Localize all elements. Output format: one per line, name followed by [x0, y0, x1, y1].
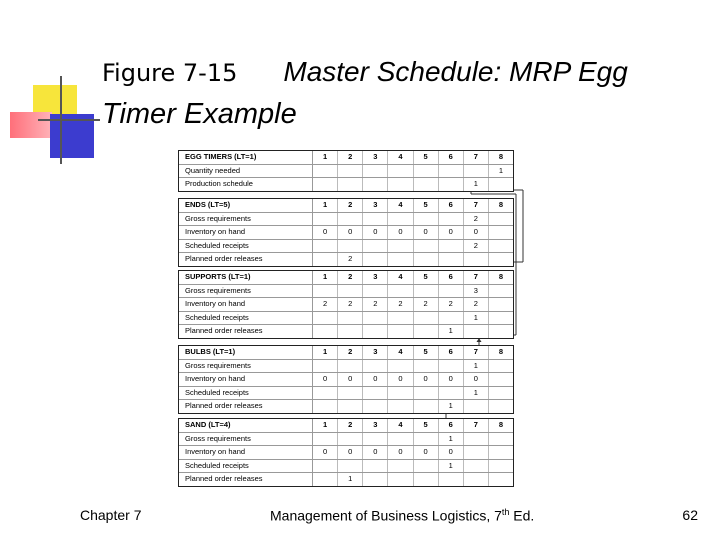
footer-chapter: Chapter 7 [80, 507, 142, 523]
period-header: 8 [498, 152, 504, 161]
schedule-cell [388, 360, 413, 373]
schedule-row [179, 165, 513, 179]
schedule-cell: 0 [464, 373, 489, 386]
schedule-cell: 2 [363, 298, 388, 311]
schedule-cell [338, 178, 363, 191]
schedule-cell: 1 [464, 360, 489, 373]
schedule-cell: 1 [464, 387, 489, 400]
schedule-cell [414, 312, 439, 325]
schedule-cell [439, 165, 464, 178]
schedule-cell: 2 [464, 213, 489, 226]
period-header: 3 [363, 271, 388, 284]
schedule-cell [489, 298, 513, 311]
schedule-row [179, 373, 513, 387]
period-header: 3 [363, 151, 388, 164]
schedule-cell [388, 387, 413, 400]
schedule-cell: 1 [498, 165, 504, 175]
schedule-cell [313, 460, 338, 473]
schedule-cell: 0 [439, 373, 464, 386]
schedule-cell [464, 253, 489, 266]
schedule-cell [489, 253, 513, 266]
schedule-cell: 0 [388, 446, 413, 459]
period-header: 8 [498, 420, 504, 429]
schedule-cell: 0 [439, 446, 464, 459]
block-header-row [179, 151, 513, 165]
schedule-cell [388, 165, 413, 178]
schedule-row [179, 178, 513, 191]
schedule-cell [439, 312, 464, 325]
schedule-cell: 1 [439, 400, 464, 413]
schedule-cell: 1 [464, 312, 489, 325]
schedule-cell [313, 253, 338, 266]
schedule-cell [464, 460, 489, 473]
schedule-cell: 0 [464, 226, 489, 239]
schedule-row [179, 460, 513, 474]
row-label: Inventory on hand [179, 298, 313, 311]
schedule-cell [363, 400, 388, 413]
row-label: Scheduled receipts [179, 240, 313, 253]
schedule-block [178, 345, 514, 414]
schedule-cell: 2 [414, 298, 439, 311]
row-label: Planned order releases [179, 325, 313, 338]
schedule-cell [313, 387, 338, 400]
schedule-cell: 0 [363, 446, 388, 459]
schedule-cell [489, 373, 513, 386]
schedule-cell: 1 [338, 473, 363, 486]
row-label: Quantity needed [179, 165, 313, 178]
schedule-cell [363, 213, 388, 226]
footer-page-number: 62 [682, 507, 698, 523]
schedule-row [179, 387, 513, 401]
schedule-cell [363, 312, 388, 325]
schedule-cell [388, 312, 413, 325]
schedule-cell [464, 446, 489, 459]
schedule-cell: 1 [439, 433, 464, 446]
schedule-cell [313, 178, 338, 191]
schedule-cell: 0 [313, 446, 338, 459]
footer-edition-suffix: Ed. [509, 507, 535, 524]
schedule-cell [489, 312, 513, 325]
schedule-cell [414, 165, 439, 178]
row-label: Inventory on hand [179, 446, 313, 459]
schedule-block [178, 418, 514, 487]
schedule-block [178, 198, 514, 267]
schedule-cell [363, 387, 388, 400]
schedule-row [179, 400, 513, 413]
schedule-cell [388, 460, 413, 473]
schedule-cell [414, 473, 439, 486]
period-header: 8 [498, 200, 504, 209]
schedule-cell [464, 325, 489, 338]
row-label: Gross requirements [179, 213, 313, 226]
schedule-cell [388, 178, 413, 191]
period-header: 5 [414, 151, 439, 164]
row-label: Planned order releases [179, 473, 313, 486]
schedule-row [179, 446, 513, 460]
schedule-cell [464, 400, 489, 413]
title-heading-part2: Timer Example [102, 98, 297, 130]
row-label: Gross requirements [179, 360, 313, 373]
schedule-cell: 0 [363, 226, 388, 239]
period-header: 5 [414, 199, 439, 212]
schedule-cell [489, 400, 513, 413]
schedule-cell: 2 [464, 298, 489, 311]
schedule-cell: 0 [414, 226, 439, 239]
schedule-cell [313, 240, 338, 253]
schedule-cell [363, 360, 388, 373]
schedule-cell [388, 253, 413, 266]
schedule-cell: 2 [313, 298, 338, 311]
schedule-row [179, 433, 513, 447]
schedule-cell: 1 [464, 178, 489, 191]
period-header: 7 [464, 199, 489, 212]
row-label: Inventory on hand [179, 373, 313, 386]
decor-horizontal-line [38, 119, 100, 121]
schedule-cell [338, 213, 363, 226]
row-label: Inventory on hand [179, 226, 313, 239]
schedule-cell [489, 387, 513, 400]
row-label: Scheduled receipts [179, 312, 313, 325]
schedule-block [178, 150, 514, 192]
period-header: 4 [388, 271, 413, 284]
schedule-cell [363, 460, 388, 473]
schedule-cell [363, 285, 388, 298]
schedule-cell: 2 [388, 298, 413, 311]
period-header: 6 [439, 346, 464, 359]
row-label: Scheduled receipts [179, 460, 313, 473]
schedule-cell [489, 460, 513, 473]
period-header: 8 [498, 272, 504, 281]
schedule-cell [414, 240, 439, 253]
footer-book-text: Management of Business Logistics, 7 [270, 507, 502, 524]
schedule-cell [414, 285, 439, 298]
schedule-cell [313, 285, 338, 298]
block-header-row [179, 271, 513, 285]
mrp-schedule-figure [178, 150, 534, 485]
schedule-cell [313, 400, 338, 413]
block-name: BULBS (LT=1) [179, 346, 313, 359]
schedule-cell [338, 460, 363, 473]
schedule-cell [338, 387, 363, 400]
schedule-cell [338, 400, 363, 413]
schedule-cell [313, 433, 338, 446]
schedule-cell [363, 165, 388, 178]
schedule-cell: 0 [388, 226, 413, 239]
schedule-cell [489, 213, 513, 226]
period-header: 5 [414, 419, 439, 432]
schedule-cell [414, 400, 439, 413]
schedule-cell: 0 [414, 446, 439, 459]
period-header: 7 [464, 346, 489, 359]
schedule-cell [338, 325, 363, 338]
period-header: 3 [363, 346, 388, 359]
title-heading-part1: Master Schedule: MRP Egg [283, 56, 628, 87]
schedule-cell [414, 253, 439, 266]
period-header: 4 [388, 199, 413, 212]
period-header: 5 [414, 271, 439, 284]
block-name: SUPPORTS (LT=1) [179, 271, 313, 284]
period-header: 4 [388, 346, 413, 359]
schedule-cell [464, 433, 489, 446]
schedule-cell [489, 178, 513, 191]
footer-edition-sup: th [501, 507, 510, 517]
schedule-cell: 1 [439, 325, 464, 338]
period-header: 4 [388, 151, 413, 164]
schedule-cell [414, 178, 439, 191]
period-header: 7 [464, 419, 489, 432]
schedule-row [179, 213, 513, 227]
schedule-cell [489, 226, 513, 239]
schedule-cell [489, 240, 513, 253]
period-header: 1 [313, 151, 338, 164]
schedule-cell [388, 400, 413, 413]
schedule-row [179, 325, 513, 338]
schedule-cell [313, 165, 338, 178]
schedule-cell [388, 285, 413, 298]
schedule-cell [338, 312, 363, 325]
schedule-cell [489, 325, 513, 338]
period-header: 7 [464, 151, 489, 164]
schedule-cell [388, 473, 413, 486]
schedule-cell [388, 213, 413, 226]
schedule-cell [313, 213, 338, 226]
schedule-row [179, 226, 513, 240]
schedule-cell [388, 433, 413, 446]
schedule-cell: 2 [439, 298, 464, 311]
schedule-cell [489, 433, 513, 446]
schedule-cell [363, 433, 388, 446]
schedule-cell: 0 [338, 226, 363, 239]
schedule-block [178, 270, 514, 339]
period-header: 8 [498, 347, 504, 356]
schedule-cell [489, 360, 513, 373]
block-name: EGG TIMERS (LT=1) [179, 151, 313, 164]
schedule-cell [439, 387, 464, 400]
row-label: Gross requirements [179, 433, 313, 446]
period-header: 6 [439, 271, 464, 284]
row-label: Production schedule [179, 178, 313, 191]
schedule-cell [338, 165, 363, 178]
footer-book-title [270, 507, 534, 524]
schedule-row [179, 285, 513, 299]
figure-label: Figure 7-15 [102, 59, 238, 87]
period-header: 4 [388, 419, 413, 432]
schedule-cell [489, 446, 513, 459]
row-label: Scheduled receipts [179, 387, 313, 400]
row-label: Planned order releases [179, 400, 313, 413]
arrow-bulbs-head [477, 338, 482, 342]
row-label: Planned order releases [179, 253, 313, 266]
schedule-row [179, 240, 513, 254]
schedule-cell: 0 [338, 373, 363, 386]
schedule-cell: 2 [338, 298, 363, 311]
schedule-cell [439, 253, 464, 266]
schedule-cell [439, 473, 464, 486]
schedule-cell [338, 285, 363, 298]
schedule-cell: 0 [313, 226, 338, 239]
schedule-cell [439, 240, 464, 253]
schedule-cell [338, 360, 363, 373]
period-header: 7 [464, 271, 489, 284]
schedule-cell [489, 473, 513, 486]
schedule-cell [439, 285, 464, 298]
schedule-cell [313, 473, 338, 486]
schedule-cell [464, 165, 489, 178]
period-header: 5 [414, 346, 439, 359]
schedule-cell: 0 [338, 446, 363, 459]
period-header: 1 [313, 419, 338, 432]
period-header: 3 [363, 419, 388, 432]
schedule-cell: 2 [338, 253, 363, 266]
period-header: 1 [313, 346, 338, 359]
schedule-cell [414, 325, 439, 338]
schedule-cell: 0 [388, 373, 413, 386]
schedule-cell [338, 433, 363, 446]
schedule-cell [414, 433, 439, 446]
schedule-cell [388, 325, 413, 338]
schedule-cell [388, 240, 413, 253]
period-header: 2 [338, 199, 363, 212]
period-header: 2 [338, 346, 363, 359]
period-header: 1 [313, 271, 338, 284]
schedule-row [179, 473, 513, 486]
schedule-cell [363, 253, 388, 266]
period-header: 2 [338, 419, 363, 432]
schedule-cell [313, 325, 338, 338]
block-name: SAND (LT=4) [179, 419, 313, 432]
schedule-row [179, 360, 513, 374]
schedule-cell [313, 360, 338, 373]
schedule-cell [464, 473, 489, 486]
schedule-cell [489, 285, 513, 298]
schedule-cell: 0 [363, 373, 388, 386]
schedule-cell [439, 213, 464, 226]
schedule-cell: 3 [464, 285, 489, 298]
period-header: 6 [439, 419, 464, 432]
block-header-row [179, 199, 513, 213]
schedule-cell [313, 312, 338, 325]
decor-red-bar [10, 112, 52, 138]
schedule-cell [363, 178, 388, 191]
schedule-cell [338, 240, 363, 253]
period-header: 6 [439, 199, 464, 212]
schedule-cell [439, 178, 464, 191]
schedule-cell [414, 213, 439, 226]
period-header: 2 [338, 151, 363, 164]
period-header: 6 [439, 151, 464, 164]
period-header: 3 [363, 199, 388, 212]
schedule-cell [414, 387, 439, 400]
schedule-cell [363, 325, 388, 338]
period-header: 1 [313, 199, 338, 212]
schedule-row [179, 253, 513, 266]
schedule-cell [363, 473, 388, 486]
schedule-cell: 0 [313, 373, 338, 386]
schedule-cell: 0 [414, 373, 439, 386]
block-header-row [179, 419, 513, 433]
schedule-cell [414, 460, 439, 473]
schedule-cell: 0 [439, 226, 464, 239]
row-label: Gross requirements [179, 285, 313, 298]
schedule-cell [414, 360, 439, 373]
schedule-cell [439, 360, 464, 373]
schedule-cell: 1 [439, 460, 464, 473]
period-header: 2 [338, 271, 363, 284]
block-name: ENDS (LT=5) [179, 199, 313, 212]
schedule-cell [363, 240, 388, 253]
slide-title [102, 50, 712, 133]
schedule-row [179, 312, 513, 326]
schedule-cell: 2 [464, 240, 489, 253]
schedule-row [179, 298, 513, 312]
block-header-row [179, 346, 513, 360]
